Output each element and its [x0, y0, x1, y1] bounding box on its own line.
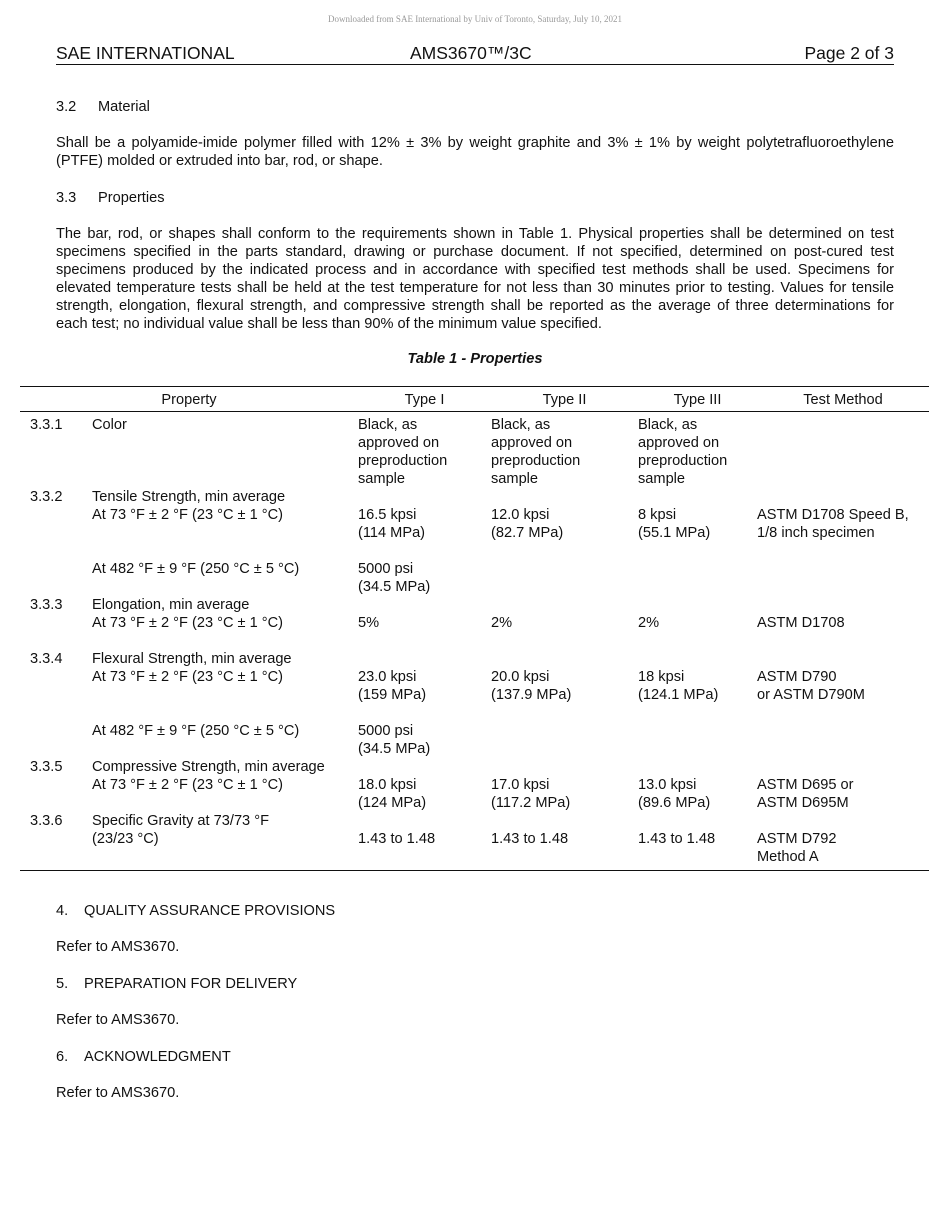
row-type-3 — [638, 560, 757, 596]
header-organization: SAE INTERNATIONAL — [56, 43, 235, 63]
row-type-1 — [358, 758, 491, 776]
section-title: ACKNOWLEDGMENT — [84, 1049, 231, 1065]
row-type-3 — [638, 758, 757, 776]
table-row — [20, 758, 929, 776]
row-property: Flexural Strength, min average — [92, 651, 292, 667]
section-title: QUALITY ASSURANCE PROVISIONS — [84, 903, 336, 919]
column-header-property: Property — [161, 392, 217, 408]
row-property: Color — [92, 417, 127, 433]
row-type-2: 17.0 kpsi (117.2 MPa) — [491, 777, 571, 811]
section-3-2-heading — [56, 98, 894, 116]
row-type-2: 20.0 kpsi (137.9 MPa) — [491, 669, 572, 703]
row-type-2: 12.0 kpsi (82.7 MPa) — [491, 507, 564, 541]
column-header-type-3: Type III — [673, 392, 722, 408]
column-header-type-2: Type II — [542, 392, 587, 408]
table-row — [20, 614, 929, 650]
row-method: ASTM D1708 — [757, 615, 845, 631]
section-number: 5. — [56, 976, 69, 992]
row-type-1 — [358, 650, 491, 668]
section-6-text: Refer to AMS3670. — [56, 1085, 180, 1101]
section-number: 3.3 — [56, 190, 77, 206]
row-type-1: 16.5 kpsi (114 MPa) — [358, 507, 426, 541]
row-type-2 — [491, 560, 638, 596]
row-method — [757, 560, 929, 596]
section-number: 6. — [56, 1049, 69, 1065]
row-number: 3.3.2 — [30, 489, 63, 505]
row-type-3 — [638, 596, 757, 614]
row-type-3 — [638, 722, 757, 758]
row-property: At 73 °F ± 2 °F (23 °C ± 1 °C) — [92, 669, 284, 685]
row-number — [20, 830, 92, 871]
table-row — [20, 506, 929, 560]
row-number — [20, 722, 92, 758]
row-type-3: 8 kpsi (55.1 MPa) — [638, 507, 711, 541]
row-type-3 — [638, 812, 757, 830]
row-type-3 — [638, 650, 757, 668]
row-method: ASTM D790 or ASTM D790M — [757, 669, 865, 703]
table-row — [20, 560, 929, 596]
section-3-3-heading — [56, 189, 894, 207]
row-property: At 73 °F ± 2 °F (23 °C ± 1 °C) — [92, 777, 284, 793]
row-number — [20, 506, 92, 560]
table-row — [20, 668, 929, 722]
page-header — [56, 43, 894, 65]
row-method: ASTM D1708 Speed B, 1/8 inch specimen — [757, 507, 909, 541]
section-4-text: Refer to AMS3670. — [56, 939, 180, 955]
row-property: At 73 °F ± 2 °F (23 °C ± 1 °C) — [92, 615, 284, 631]
table-caption: Table 1 - Properties — [407, 351, 543, 367]
row-type-2 — [491, 650, 638, 668]
section-3-2-text: Shall be a polyamide-imide polymer filled with 12% ± 3% by weight graphite and 3% ± 1% by weight polytetrafluoroethylene (PTFE) molded or extruded into bar, rod, or shape. — [56, 135, 894, 169]
table-row — [20, 412, 929, 489]
row-type-2: 1.43 to 1.48 — [491, 831, 569, 847]
row-type-2 — [491, 812, 638, 830]
row-type-3 — [638, 488, 757, 506]
row-type-1: 1.43 to 1.48 — [358, 831, 436, 847]
row-type-1: 18.0 kpsi (124 MPa) — [358, 777, 427, 811]
row-number — [20, 614, 92, 650]
row-number — [20, 776, 92, 812]
row-type-3: 13.0 kpsi (89.6 MPa) — [638, 777, 711, 811]
row-method — [757, 488, 929, 506]
table-row — [20, 488, 929, 506]
section-title: Material — [98, 99, 150, 115]
row-property: Specific Gravity at 73/73 °F — [92, 813, 269, 829]
row-type-1 — [358, 488, 491, 506]
row-type-1: Black, as approved on preproduction sample — [358, 417, 448, 487]
row-method: ASTM D695 or ASTM D695M — [757, 777, 854, 811]
section-5-heading — [56, 975, 894, 993]
table-row — [20, 830, 929, 871]
row-number: 3.3.5 — [30, 759, 63, 775]
row-type-1: 5% — [358, 615, 380, 631]
row-property: (23/23 °C) — [92, 831, 159, 847]
section-4-heading — [56, 902, 894, 920]
section-number: 3.2 — [56, 99, 77, 115]
row-type-1: 23.0 kpsi (159 MPa) — [358, 669, 427, 703]
row-type-1 — [358, 812, 491, 830]
table-row — [20, 596, 929, 614]
section-title: Properties — [98, 190, 165, 206]
row-property: At 482 °F ± 9 °F (250 °C ± 5 °C) — [92, 723, 300, 739]
properties-table — [20, 386, 929, 871]
row-type-3: 2% — [638, 615, 660, 631]
row-property: Tensile Strength, min average — [92, 489, 286, 505]
row-property: Elongation, min average — [92, 597, 250, 613]
table-header-row — [20, 387, 929, 412]
section-title: PREPARATION FOR DELIVERY — [84, 976, 298, 992]
header-document-number: AMS3670™/3C — [410, 43, 532, 63]
column-header-type-1: Type I — [404, 392, 445, 408]
section-6-heading — [56, 1048, 894, 1066]
section-3-3-text: The bar, rod, or shapes shall conform to the requirements shown in Table 1. Physical properties shall be determined on test specimens specified in the parts standard, drawing or purchase document. If not specified, determined on post-cured test specimens produced by the indicated process and in accordance with specified test methods shall be used. Specimens for elevated temperature tests shall be held at the test temperature for not less than 30 minutes prior to testing. Values for tensile strength, elongation, flexural strength, and compressive strength shall be reported as the average of three determinations for each test; no individual value shall be less than 90% of the minimum value specified. — [56, 226, 894, 332]
row-method — [757, 758, 929, 776]
row-type-3: 1.43 to 1.48 — [638, 831, 716, 847]
row-type-2: Black, as approved on preproduction sample — [491, 417, 581, 487]
row-number: 3.3.6 — [30, 813, 63, 829]
section-number: 4. — [56, 903, 69, 919]
table-row — [20, 722, 929, 758]
row-type-1: 5000 psi (34.5 MPa) — [358, 723, 431, 757]
row-type-2: 2% — [491, 615, 513, 631]
row-type-2 — [491, 722, 638, 758]
row-method: ASTM D792 Method A — [757, 831, 837, 865]
header-page-number: Page 2 of 3 — [804, 43, 894, 63]
row-type-1 — [358, 596, 491, 614]
table-row — [20, 650, 929, 668]
row-property: At 482 °F ± 9 °F (250 °C ± 5 °C) — [92, 561, 300, 577]
row-type-3: 18 kpsi (124.1 MPa) — [638, 669, 719, 703]
row-method — [757, 412, 929, 489]
table-row — [20, 812, 929, 830]
row-number: 3.3.4 — [30, 651, 63, 667]
row-property: At 73 °F ± 2 °F (23 °C ± 1 °C) — [92, 507, 284, 523]
column-header-test-method: Test Method — [803, 392, 883, 408]
table-row — [20, 776, 929, 812]
row-type-2 — [491, 758, 638, 776]
row-number — [20, 560, 92, 596]
row-method — [757, 596, 929, 614]
row-method — [757, 650, 929, 668]
row-number: 3.3.3 — [30, 597, 63, 613]
row-number — [20, 668, 92, 722]
row-method — [757, 722, 929, 758]
row-type-2 — [491, 488, 638, 506]
row-property: Compressive Strength, min average — [92, 759, 325, 775]
download-watermark: Downloaded from SAE International by Univ of Toronto, Saturday, July 10, 2021 — [327, 14, 623, 24]
row-number: 3.3.1 — [30, 417, 63, 433]
row-method — [757, 812, 929, 830]
row-type-3: Black, as approved on preproduction sample — [638, 417, 728, 487]
row-type-1: 5000 psi (34.5 MPa) — [358, 561, 431, 595]
row-type-2 — [491, 596, 638, 614]
section-5-text: Refer to AMS3670. — [56, 1012, 180, 1028]
